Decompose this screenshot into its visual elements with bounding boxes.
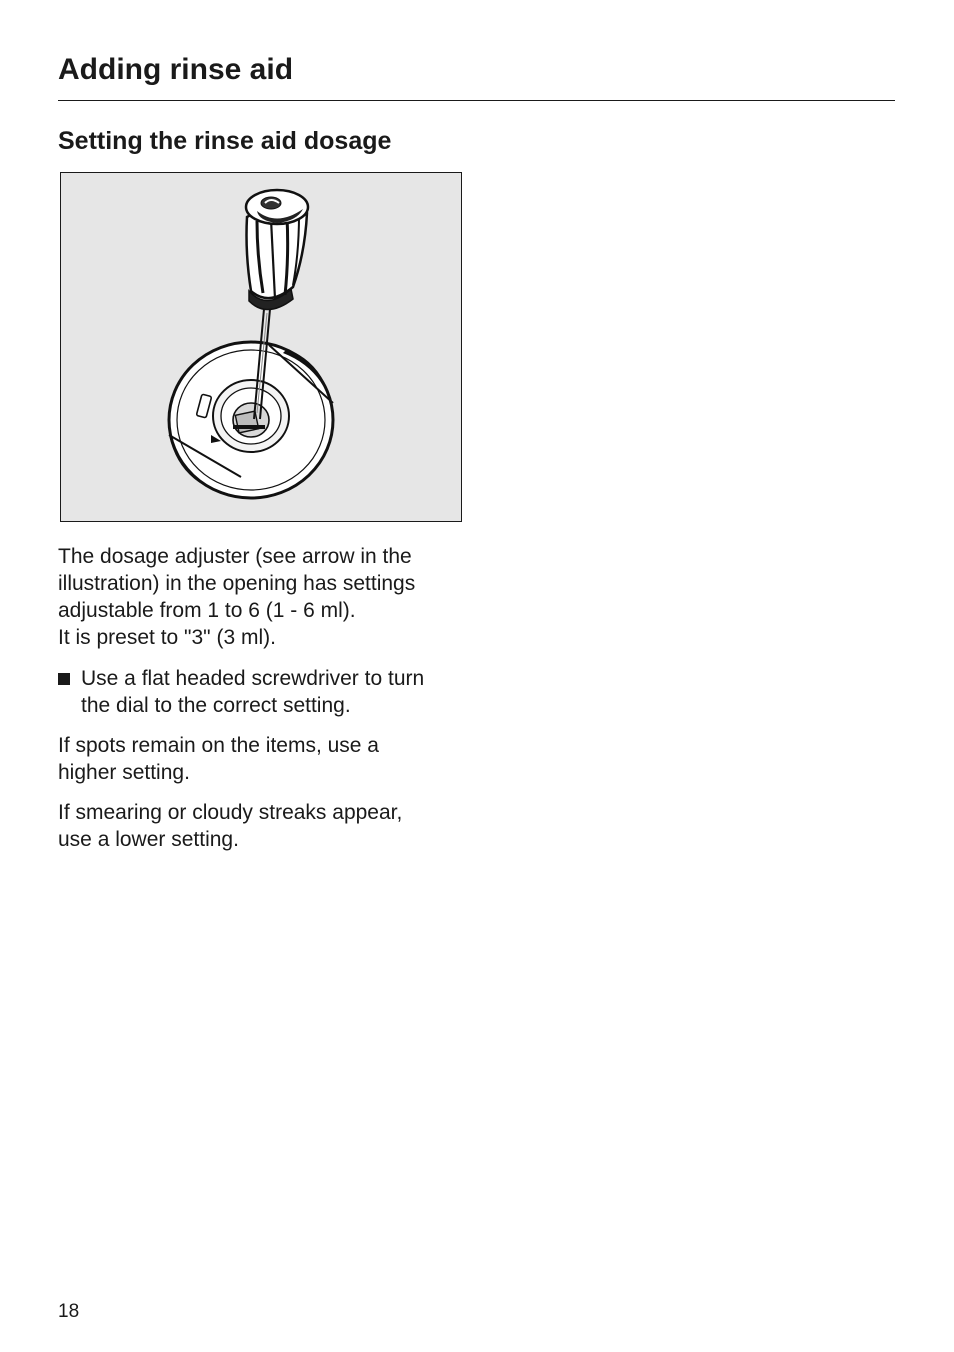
screwdriver-dosage-dial-illustration <box>60 172 462 522</box>
page-heading: Adding rinse aid <box>58 53 294 86</box>
instruction-line: Use a flat headed screwdriver to turn <box>81 667 425 690</box>
intro-line: illustration) in the opening has settings <box>58 572 416 595</box>
intro-line: The dosage adjuster (see arrow in the <box>58 545 412 568</box>
intro-line: adjustable from 1 to 6 (1 - 6 ml). <box>58 599 356 622</box>
intro-line: It is preset to "3" (3 ml). <box>58 626 276 649</box>
intro-paragraph <box>58 543 478 651</box>
page-number: 18 <box>58 1301 80 1322</box>
spots-line: higher setting. <box>58 761 190 784</box>
instruction-text <box>81 665 478 719</box>
illustration-svg <box>61 173 460 520</box>
square-bullet-icon <box>58 673 70 685</box>
smearing-paragraph <box>58 799 478 853</box>
spots-paragraph <box>58 732 478 786</box>
instruction-line: the dial to the correct setting. <box>81 694 351 717</box>
smearing-line: use a lower setting. <box>58 828 239 851</box>
section-heading: Setting the rinse aid dosage <box>58 127 392 155</box>
smearing-line: If smearing or cloudy streaks appear, <box>58 801 403 824</box>
spots-line: If spots remain on the items, use a <box>58 734 379 757</box>
heading-rule <box>58 100 895 101</box>
instruction-bullet <box>58 665 478 719</box>
